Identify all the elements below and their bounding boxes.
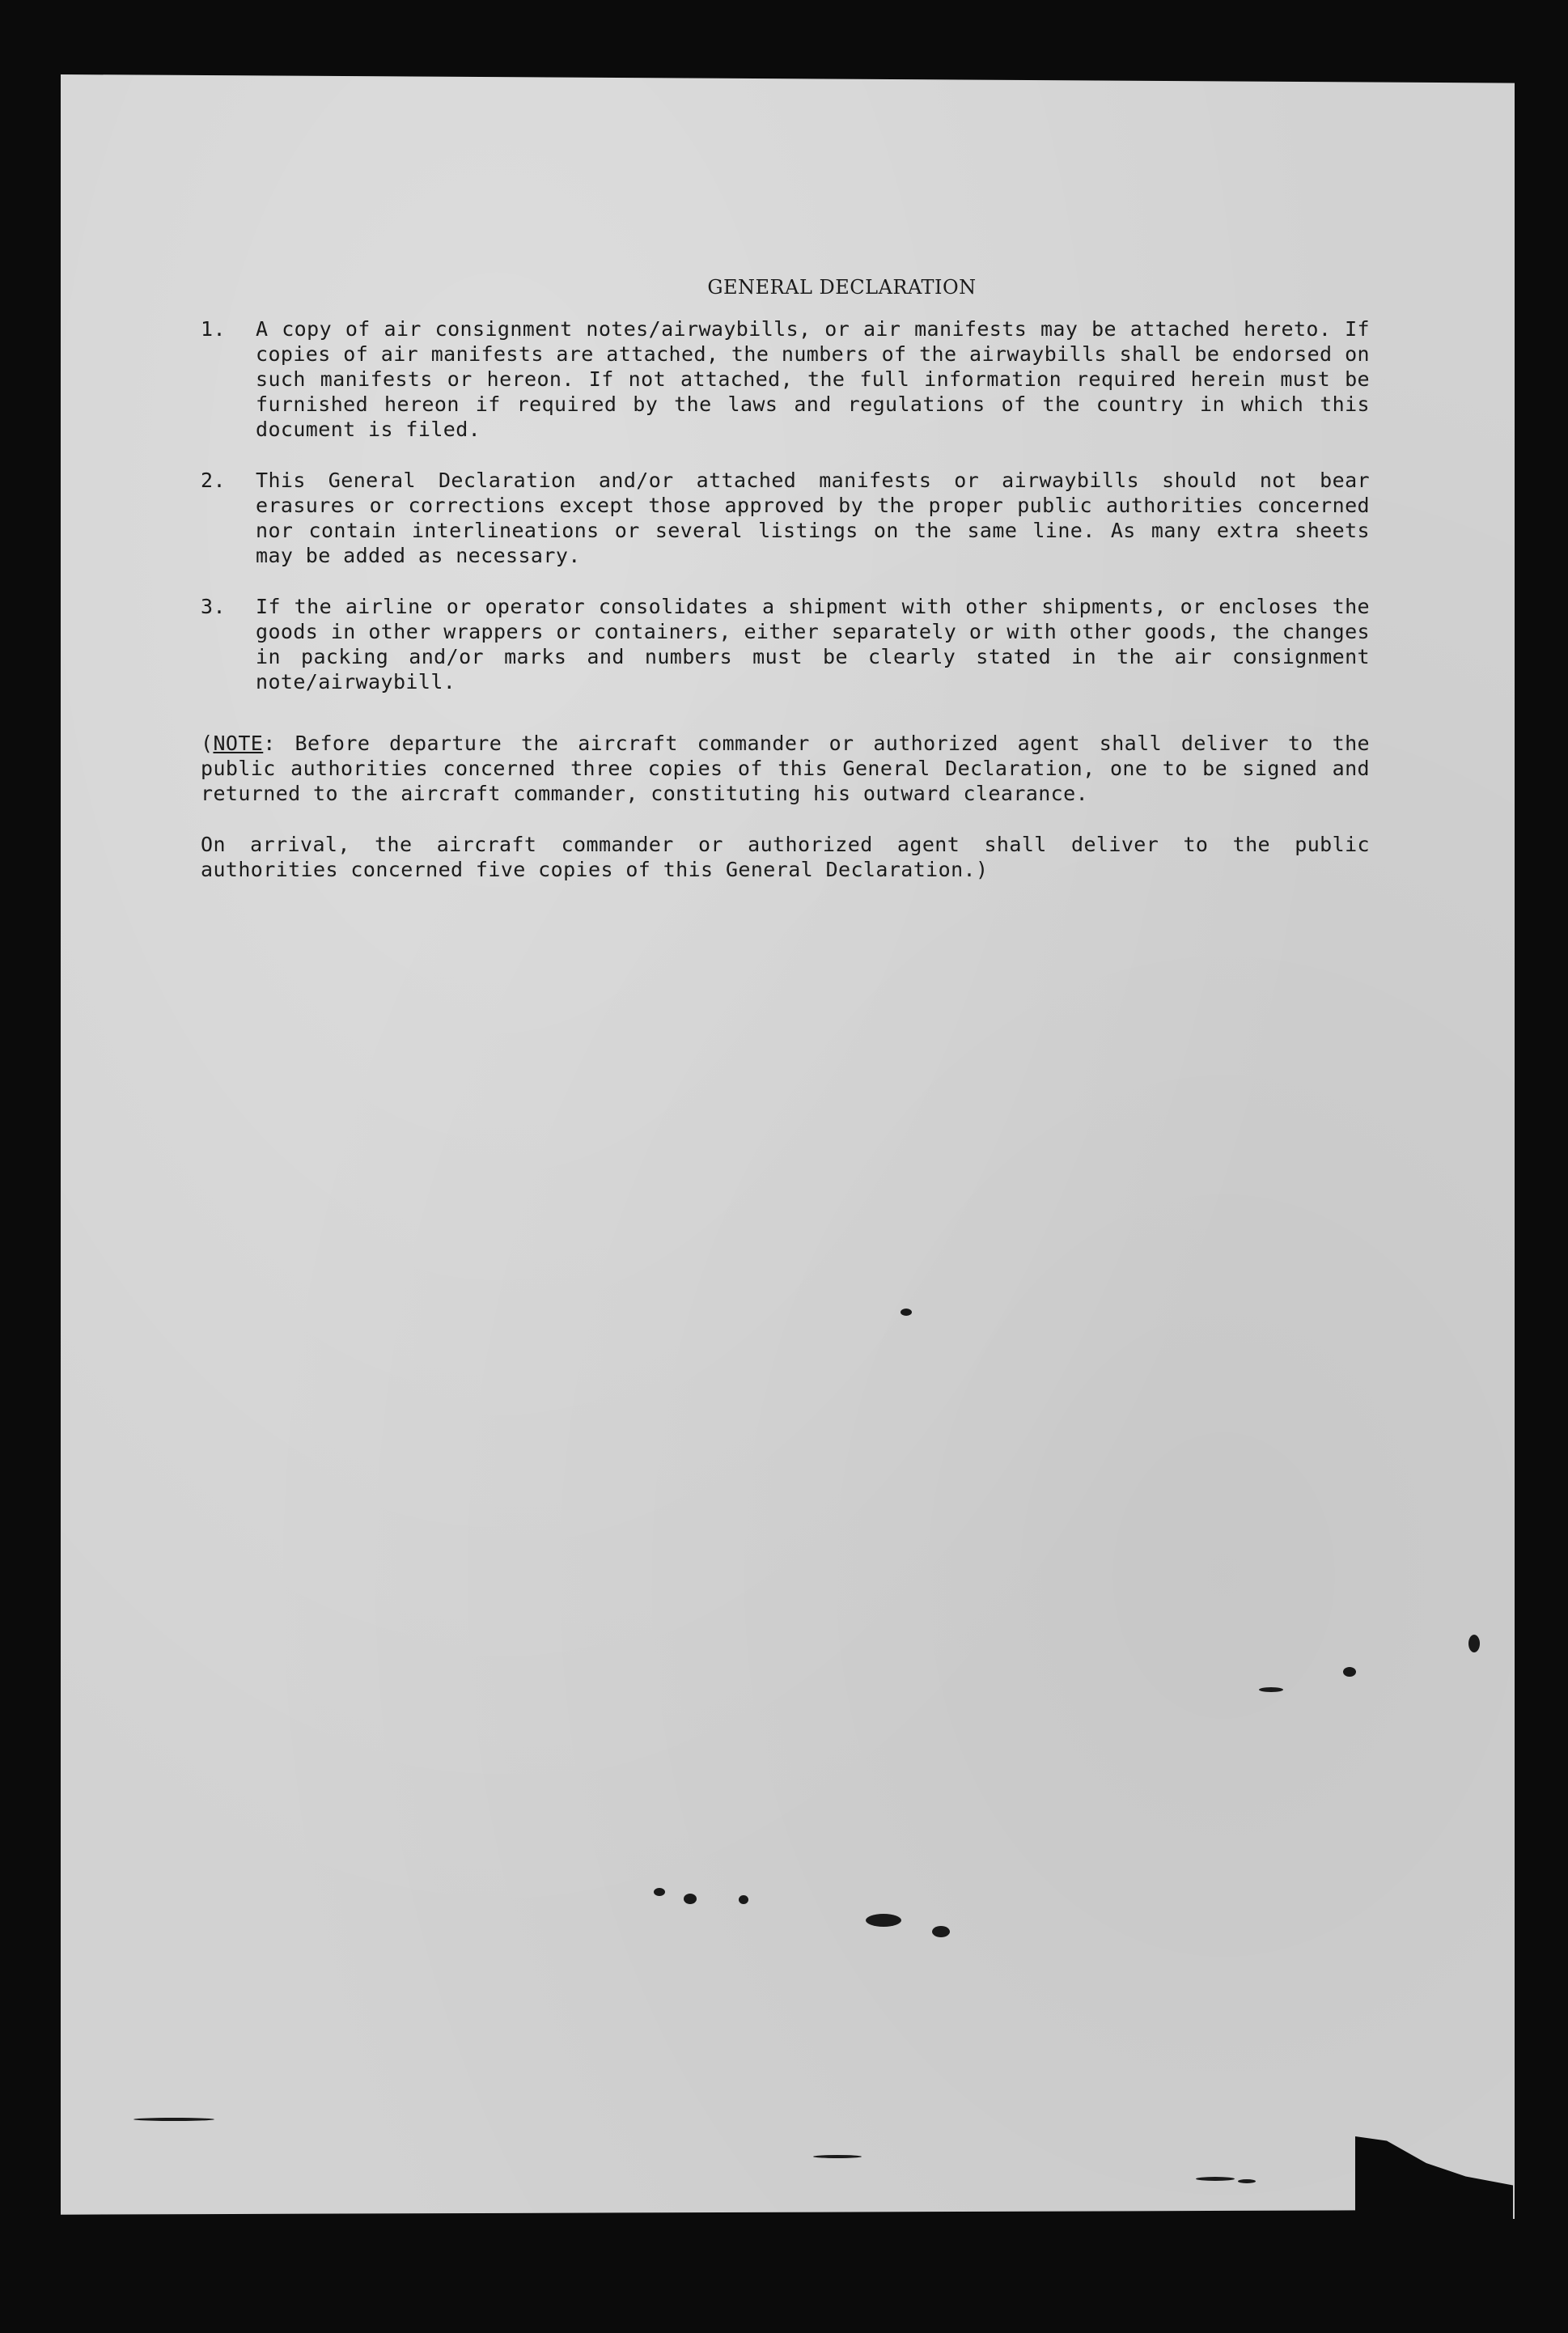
note-text: : Before departure the aircraft commander or authorized agent shall deliver to the public authorities concerned three copies of this General Declaration, one to be signed and returned to the aircraft commander, constituting his outward clearance. [201,732,1370,805]
ink-speck [1238,2179,1256,2183]
item-number: 3. [201,595,226,618]
ink-speck [1259,1687,1283,1692]
item-text: This General Declaration and/or attached manifests or airwaybills should not bear erasures or corrections except those approved by the proper public authorities concerned nor contain interlineations or several listings on the same line. As many extra sheets may be added as necessary. [256,469,1370,567]
ink-speck [932,1926,950,1937]
note-label: NOTE [213,732,264,755]
item-number: 1. [201,317,226,341]
note-open-paren: ( [201,732,214,755]
list-item [201,316,1370,442]
item-text: A copy of air consignment notes/airwaybills, or air manifests may be attached hereto. If copies of air manifests are attached, the numbers of the airwaybills shall be endorsed on such manifests or hereon. If not attached, the full information required herein must be furnished hereon if required by the laws and regulations of the country in which this document is filed. [256,317,1370,441]
ink-speck [866,1914,901,1927]
list-item [201,594,1370,694]
ink-speck [739,1895,748,1904]
ink-speck [1343,1667,1356,1677]
ink-speck [684,1894,697,1904]
ink-speck [133,2118,214,2121]
list-item [201,468,1370,568]
item-number: 2. [201,469,226,492]
page-title: GENERAL DECLARATION [707,276,977,299]
arrival-paragraph: On arrival, the aircraft commander or authorized agent shall deliver to the public authorities concerned five copies of this General Declaration.) [201,833,1370,881]
ink-speck [1468,1635,1480,1652]
ink-speck [1196,2177,1235,2181]
note-paragraph [201,731,1370,806]
ink-speck [901,1309,912,1316]
bleed-through-mark [1228,976,1312,1071]
ink-speck [813,2155,862,2158]
document-body [201,275,1370,882]
item-text: If the airline or operator consolidates a shipment with other shipments, or encloses the goods in other wrappers or containers, either separately or with other goods, the changes in packing and/or marks and numbers must be clearly stated in the air consignment note/airwaybill. [256,595,1370,694]
ink-speck [654,1888,665,1896]
